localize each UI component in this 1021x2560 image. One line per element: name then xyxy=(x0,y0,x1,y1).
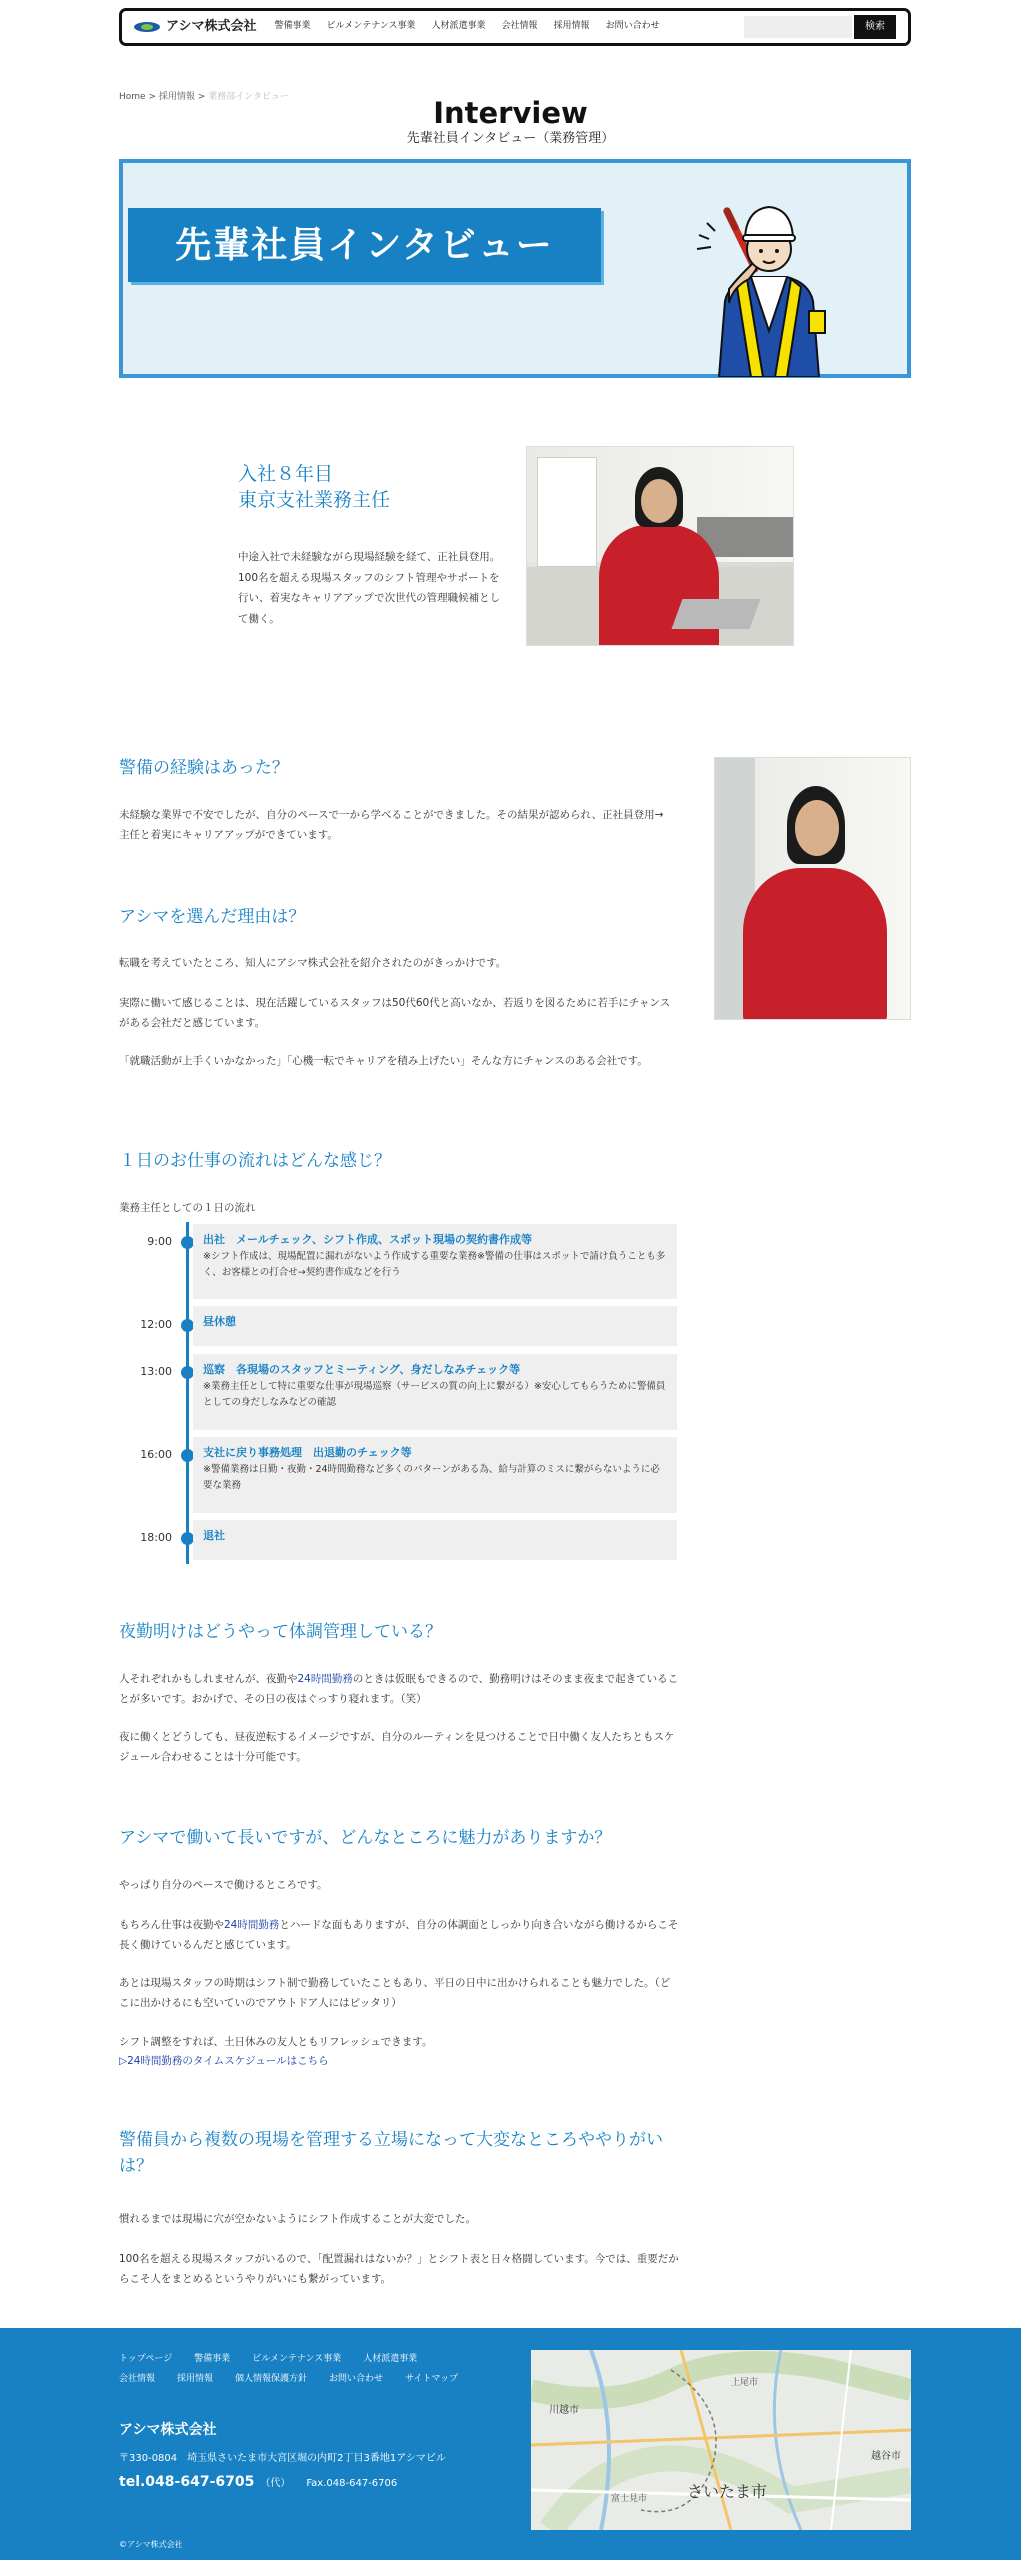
timeline-item-title: 出社 メールチェック、シフト作成、スポット現場の契約書作成等 xyxy=(203,1233,533,1246)
map-label: 富士見市 xyxy=(611,2494,648,2504)
breadcrumb-separator: > xyxy=(148,92,156,102)
footer-nav-row xyxy=(119,2372,458,2388)
footer-tel[interactable]: tel.048-647-6705 xyxy=(119,2474,255,2490)
section-paragraph xyxy=(119,1916,679,1956)
map-label: 川越市 xyxy=(549,2405,579,2416)
security-guard-illustration xyxy=(689,191,849,377)
footer-company-name: アシマ株式会社 xyxy=(119,2422,217,2438)
section-paragraph: 「就職活動が上手くいかなかった」「心機一転でキャリアを積み上げたい」そんな方にチャンスのある会社です。 xyxy=(119,1055,648,1067)
footer-link-sitemap[interactable]: サイトマップ xyxy=(405,2374,459,2384)
copyright: ©アシマ株式会社 xyxy=(119,2540,183,2549)
footer-link-company[interactable]: 会社情報 xyxy=(119,2374,156,2384)
footer-link-staffing[interactable]: 人材派遣事業 xyxy=(363,2354,418,2364)
page-title: Interview xyxy=(433,96,588,130)
footer-link-recruit[interactable]: 採用情報 xyxy=(177,2374,214,2384)
profile-intro xyxy=(238,462,506,629)
profile-position: 東京支社業務主任 xyxy=(238,488,391,511)
timeline-caption: 業務主任としての１日の流れ xyxy=(119,1202,256,1214)
section-paragraph: あとは現場スタッフの時期はシフト制で勤務していたこともあり、平日の日中に出かけられることも魅力でした。（どこに出かけるにも空いていのでアウトドア人にはピッタリ） xyxy=(119,1977,671,2009)
timeline-time: 9:00 xyxy=(147,1235,172,1248)
footer-tel-note: （代） xyxy=(260,2478,291,2489)
profile-title xyxy=(238,462,506,513)
timeline-item-title: 支社に戻り事務処理 出退勤のチェック等 xyxy=(203,1446,412,1459)
section-heading: 夜勤明けはどうやって体調管理している？ xyxy=(119,1622,442,1642)
timeline-line xyxy=(186,1222,189,1564)
page-subtitle: 先輩社員インタビュー（業務管理） xyxy=(406,130,615,146)
section-paragraph xyxy=(119,1670,679,1710)
footer-link-building[interactable]: ビルメンテナンス事業 xyxy=(252,2354,342,2364)
nav-item-security[interactable]: 警備事業 xyxy=(274,21,311,32)
access-map[interactable] xyxy=(531,2350,911,2530)
section-paragraph: やっぱり自分のペースで働けるところです。 xyxy=(119,1879,328,1891)
section-heading: 警備の経験はあった？ xyxy=(119,758,289,778)
timeline-item xyxy=(193,1224,677,1299)
section-heading: アシマを選んだ理由は？ xyxy=(119,907,306,927)
timeline-time: 13:00 xyxy=(140,1365,172,1378)
timeline-item-body: ※警備業務は日勤・夜勤・24時間勤務など多くのパターンがある為、給与計算のミスに繋がらないように必要な業務 xyxy=(203,1463,660,1492)
nav-item-staffing[interactable]: 人材派遣事業 xyxy=(431,21,486,32)
profile-description: 中途入社で未経験ながら現場経験を経て、正社員登用。100名を超える現場スタッフのシフト管理やサポートを行い、着実なキャリアアップで次世代の管理職候補として働く。 xyxy=(238,551,501,625)
breadcrumb-home[interactable]: Home xyxy=(119,92,146,102)
timeline-time: 12:00 xyxy=(140,1318,172,1331)
timeline-time: 18:00 xyxy=(140,1531,172,1544)
section-paragraph: 夜に働くとどうしても、昼夜逆転するイメージですが、自分のルーティンを見つけることで日中働く友人たちともスケジュール合わせることは十分可能です。 xyxy=(119,1731,675,1763)
section-paragraph: 転職を考えていたところ、知人にアシマ株式会社を紹介されたのがきっかけです。 xyxy=(119,957,507,969)
section-paragraph: シフト調整をすれば、土日休みの友人ともリフレッシュできます。 xyxy=(119,2036,433,2048)
timeline-item xyxy=(193,1354,677,1430)
breadcrumb-recruit[interactable]: 採用情報 xyxy=(158,92,195,102)
text-run: とハードな面もありますが、自分の体調面としっかり向き合いながら働けるからこそ長く働けているんだと感じています。 xyxy=(119,1919,679,1951)
timeline-item-title: 昼休憩 xyxy=(203,1315,236,1328)
section-paragraph: 慣れるまでは現場に穴が空かないようにシフト作成することが大変でした。 xyxy=(119,2213,476,2225)
profile-years: 入社８年目 xyxy=(238,463,334,485)
breadcrumb-separator: > xyxy=(197,92,206,102)
footer-link-privacy[interactable]: 個人情報保護方針 xyxy=(235,2374,308,2384)
nav-item-recruit[interactable]: 採用情報 xyxy=(553,21,590,32)
breadcrumb-current: 業務部インタビュー xyxy=(208,92,289,102)
search-button[interactable]: 検索 xyxy=(854,15,896,39)
map-label: さいたま市 xyxy=(687,2482,768,2501)
timeline-item xyxy=(193,1306,677,1346)
section-paragraph: 100名を超える現場スタッフがいるので、「配置漏れはないか？」とシフト表と日々格闘しています。今では、重要だからこそ人をまとめるというやりがいにも繋がっています。 xyxy=(119,2253,679,2285)
section-heading: アシマで働いて長いですが、どんなところに魅力がありますか？ xyxy=(119,1828,612,1848)
schedule-link[interactable]: ▷24時間勤務のタイムスケジュールはこちら xyxy=(119,2055,329,2067)
footer-fax: Fax.048-647-6706 xyxy=(306,2478,398,2489)
section-heading: １日のお仕事の流れはどんな感じ？ xyxy=(119,1151,391,1171)
employee-working-photo xyxy=(526,446,794,646)
nav-item-contact[interactable]: お問い合わせ xyxy=(605,21,660,32)
text-run: もちろん仕事は夜勤や xyxy=(119,1919,224,1931)
timeline-time: 16:00 xyxy=(140,1448,172,1461)
site-logo[interactable] xyxy=(134,16,256,39)
timeline-item-body: ※シフト作成は、現場配置に漏れがないよう作成する重要な業務※警備の仕事はスポットで請け負うことも多く、お客様との打合せ→契約書作成などを行う xyxy=(203,1250,666,1279)
global-nav xyxy=(274,19,744,35)
footer-link-top[interactable]: トップページ xyxy=(119,2354,173,2364)
search-input[interactable] xyxy=(744,16,852,38)
timeline-item-title: 巡察 各現場のスタッフとミーティング、身だしなみチェック等 xyxy=(203,1363,521,1376)
map-label: 越谷市 xyxy=(871,2451,901,2462)
footer-contact xyxy=(119,2470,397,2495)
section-paragraph: 実際に働いて感じることは、現在活躍しているスタッフは50代60代と高いなか、若返りを図るために若手にチャンスがある会社だと感じています。 xyxy=(119,997,671,1029)
text-run: のときは仮眠もできるので、勤務明けはそのまま夜まで起きていることが多いです。おかげで、その日の夜はぐっすり寝れます。（笑） xyxy=(119,1673,679,1705)
timeline-item-body: ※業務主任として特に重要な仕事が現場巡察（サービスの質の向上に繋がる）※安心してもらうために警備員としての身だしなみなどの確認 xyxy=(203,1380,666,1409)
24h-work-link[interactable]: 24時間勤務 xyxy=(297,1673,353,1685)
nav-item-company[interactable]: 会社情報 xyxy=(501,21,538,32)
text-run: 人それぞれかもしれませんが、夜勤や xyxy=(119,1673,298,1685)
timeline-item-title: 退社 xyxy=(203,1529,225,1542)
site-footer xyxy=(0,2328,1021,2560)
site-header xyxy=(119,8,911,46)
page-title-block xyxy=(0,96,1021,148)
footer-link-security[interactable]: 警備事業 xyxy=(194,2354,231,2364)
footer-link-contact[interactable]: お問い合わせ xyxy=(329,2374,384,2384)
logo-icon xyxy=(134,20,160,34)
map-label: 上尾市 xyxy=(731,2378,759,2388)
nav-item-building[interactable]: ビルメンテナンス事業 xyxy=(326,21,416,32)
timeline-item xyxy=(193,1437,677,1513)
employee-portrait-photo xyxy=(714,757,911,1020)
footer-address: 〒330-0804 埼玉県さいたま市大宮区堀の内町2丁目3番地1アシマビル xyxy=(119,2453,446,2464)
footer-nav-row xyxy=(119,2352,417,2368)
banner-label: 先輩社員インタビュー xyxy=(128,208,601,282)
timeline-item xyxy=(193,1520,677,1560)
logo-text: アシマ株式会社 xyxy=(166,18,257,34)
section-heading: 警備員から複数の現場を管理する立場になって大変なところややりがいは？ xyxy=(119,2130,663,2176)
24h-work-link[interactable]: 24時間勤務 xyxy=(224,1919,280,1931)
interview-banner xyxy=(119,159,911,378)
section-paragraph: 未経験な業界で不安でしたが、自分のペースで一から学べることができました。その結果が認められ、正社員登用→主任と着実にキャリアアップができています。 xyxy=(119,809,664,841)
